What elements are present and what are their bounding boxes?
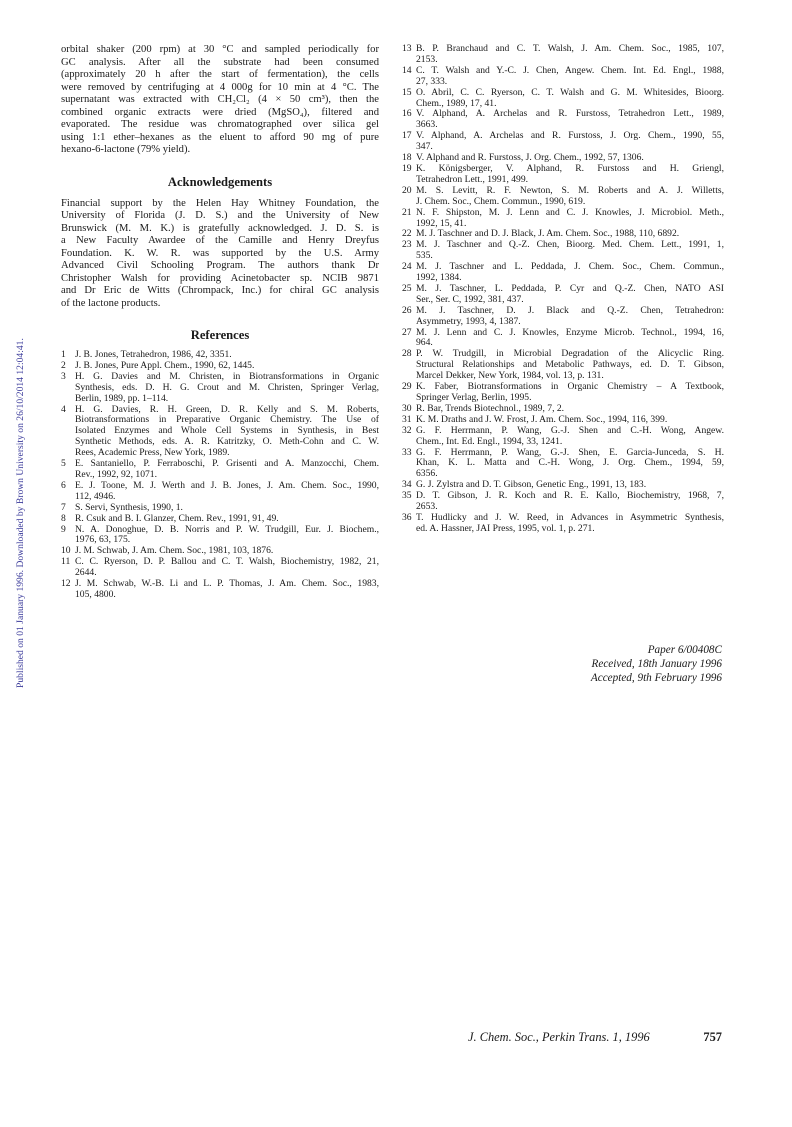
reference-text — [416, 186, 724, 208]
left-column — [61, 44, 379, 601]
reference-number: 35 — [402, 490, 412, 502]
reference-line: E. Santaniello, P. Ferraboschi, P. Grisenti and A. Manzocchi, Chem. — [75, 458, 379, 470]
reference-line: Springer Verlag, Berlin, 1995. — [416, 392, 532, 403]
reference-number: 5 — [61, 458, 66, 470]
text-line: and Dr Eric de Witts (Chrompack, Inc.) for chiral GC analysis — [61, 285, 379, 296]
reference-line: H. G. Davies, R. H. Green, D. R. Kelly and S. M. Roberts, — [75, 403, 379, 415]
reference-line: V. Alphand, A. Archelas and R. Furstoss, J. Org. Chem., 1990, 55, — [416, 130, 724, 142]
reference-line: Synthetic Methods, eds. A. R. Katritzky, O. Meth-Cohn and C. W. — [75, 436, 379, 448]
text-line: Advanced Civil Schooling Program. The authors thank Dr — [61, 260, 379, 271]
download-watermark-text: Published on 01 January 1996. Downloaded by Brown University on 26/10/2014 12:04:41. — [15, 338, 26, 688]
reference-line: G. F. Herrmann, P. Wang, G.-J. Shen, E. Garcia-Junceda, S. H. — [416, 446, 724, 458]
reference-text — [75, 372, 379, 405]
reference-text — [75, 579, 379, 601]
reference-number: 31 — [402, 413, 412, 425]
reference-item — [61, 557, 379, 579]
reference-text — [75, 514, 379, 525]
text-line: Foundation. K. W. R. was supported by the U.S. Army — [61, 247, 379, 259]
reference-item — [402, 426, 724, 448]
reference-line: 1992, 1384. — [416, 272, 462, 284]
text-line: (approximately 20 h after the start of fermentation), the cells — [61, 69, 379, 80]
reference-line: J. M. Schwab, J. Am. Chem. Soc., 1981, 103, 1876. — [75, 545, 274, 557]
reference-line: H. G. Davies and M. Christen, in Biotransformations in Organic — [75, 370, 379, 382]
reference-text — [75, 481, 379, 503]
reference-text — [416, 44, 724, 66]
reference-line: K. Faber, Biotransformations in Organic Chemistry – A Textbook, — [416, 381, 724, 393]
reference-text — [416, 349, 724, 382]
reference-line: 27, 333. — [416, 75, 448, 87]
experimental-paragraph — [61, 44, 379, 157]
reference-line: Marcel Dekker, New York, 1984, vol. 13, p. 131. — [416, 370, 604, 382]
reference-line: T. Hudlicky and J. W. Reed, in Advances in Asymmetric Synthesis, — [416, 511, 724, 523]
reference-line: M. J. Taschner and L. Peddada, J. Chem. Soc., Chem. Commun., — [416, 261, 724, 273]
reference-line: 112, 4946. — [75, 490, 116, 502]
reference-line: K. Königsberger, V. Alphand, R. Furstoss and H. Griengl, — [416, 162, 724, 174]
reference-number: 8 — [61, 512, 66, 524]
paper-info — [520, 643, 722, 685]
reference-text — [416, 109, 724, 131]
reference-line: R. Csuk and B. I. Glanzer, Chem. Rev., 1991, 91, 49. — [75, 512, 279, 524]
reference-item — [61, 459, 379, 481]
reference-line: 347. — [416, 141, 433, 153]
reference-line: J. M. Schwab, W.-B. Li and L. P. Thomas, J. Am. Chem. Soc., 1983, — [75, 578, 379, 590]
reference-item — [402, 491, 724, 513]
reference-line: 2153. — [416, 53, 438, 65]
reference-text — [75, 405, 379, 460]
reference-line: 1976, 63, 175. — [75, 534, 131, 546]
reference-line: J. B. Jones, Pure Appl. Chem., 1990, 62, 1445. — [75, 359, 255, 371]
reference-number: 22 — [402, 228, 412, 240]
reference-number: 3 — [61, 370, 66, 382]
reference-line: Synthesis, eds. D. H. G. Crout and M. Christen, Springer Verlag, — [75, 381, 379, 393]
reference-number: 4 — [61, 403, 66, 415]
reference-text — [416, 164, 724, 186]
reference-text — [75, 459, 379, 481]
reference-number: 10 — [61, 545, 71, 557]
reference-line: Isolated Enzymes and Whole Cell Systems in Synthesis, in Best — [75, 425, 379, 437]
reference-line: Rees, Academic Press, New York, 1989. — [75, 447, 230, 459]
reference-text — [416, 240, 724, 262]
reference-number: 17 — [402, 130, 412, 142]
reference-text — [416, 306, 724, 328]
reference-line: M. J. Taschner, L. Peddada, P. Cyr and Q.-Z. Chen, NATO ASI — [416, 282, 724, 294]
reference-number: 1 — [61, 349, 66, 360]
reference-text — [416, 88, 724, 110]
reference-line: Ser., Ser. C, 1992, 381, 437. — [416, 293, 524, 305]
reference-text — [75, 557, 379, 579]
reference-line: Biotransformations in Preparative Organic Chemistry. The Use of — [75, 414, 379, 426]
reference-line: C. C. Ryerson, D. P. Ballou and C. T. Walsh, Biochemistry, 1982, 21, — [75, 556, 379, 568]
reference-line: O. Abril, C. C. Ryerson, C. T. Walsh and G. M. Whitesides, Bioorg. — [416, 86, 724, 98]
references-list-right — [402, 44, 724, 535]
reference-line: ed. A. Hassner, JAI Press, 1995, vol. 1, p. 271. — [416, 522, 595, 534]
accepted-date: Accepted, 9th February 1996 — [590, 672, 722, 684]
reference-item — [402, 306, 724, 328]
reference-line: M. J. Taschner and Q.-Z. Chen, Bioorg. Med. Chem. Lett., 1991, 1, — [416, 239, 724, 251]
reference-text — [416, 382, 724, 404]
text-line: supernatant was extracted with CH₂Cl₂ (4 × 50 cm³), then the — [61, 94, 379, 105]
paper-number: Paper 6/00408C — [647, 644, 722, 656]
reference-line: J. B. Jones, Tetrahedron, 1986, 42, 3351. — [75, 349, 232, 360]
reference-text — [75, 503, 379, 514]
reference-item — [61, 372, 379, 405]
reference-line: Rev., 1992, 92, 1071. — [75, 468, 157, 480]
reference-item — [402, 208, 724, 230]
reference-number: 36 — [402, 511, 412, 523]
journal-citation: J. Chem. Soc., Perkin Trans. 1, 1996 — [468, 1030, 650, 1044]
reference-line: 964. — [416, 337, 433, 349]
acknowledgements-paragraph — [61, 198, 379, 311]
text-line: orbital shaker (200 rpm) at 30 °C and sampled periodically for — [61, 44, 379, 55]
reference-text — [416, 66, 724, 88]
reference-line: M. J. Taschner and D. J. Black, J. Am. Chem. Soc., 1988, 110, 6892. — [416, 228, 680, 240]
reference-line: V. Alphand, A. Archelas and R. Furstoss, Tetrahedron Lett., 1989, — [416, 108, 724, 120]
reference-item — [61, 579, 379, 601]
reference-item — [61, 481, 379, 503]
reference-number: 15 — [402, 86, 412, 98]
reference-item — [61, 503, 379, 514]
reference-line: 105, 4800. — [75, 588, 116, 600]
reference-number: 27 — [402, 326, 412, 338]
reference-number: 6 — [61, 479, 66, 491]
reference-line: Asymmetry, 1993, 4, 1387. — [416, 315, 521, 327]
reference-number: 18 — [402, 152, 412, 164]
reference-line: Berlin, 1989, pp. 1–114. — [75, 392, 169, 404]
reference-text — [416, 448, 724, 481]
reference-line: Chem., 1989, 17, 41. — [416, 97, 497, 109]
reference-line: N. F. Shipston, M. J. Lenn and C. J. Knowles, J. Microbiol. Meth., — [416, 206, 724, 218]
reference-line: N. A. Donoghue, D. B. Norris and P. W. Trudgill, Eur. J. Biochem., — [75, 523, 379, 535]
reference-line: K. M. Draths and J. W. Frost, J. Am. Chem. Soc., 1994, 116, 399. — [416, 413, 668, 425]
received-date: Received, 18th January 1996 — [591, 658, 722, 670]
text-line: Brunswick (M. M. K.) is gratefully acknowledged. J. D. S. is — [61, 222, 379, 234]
text-line: combined organic extracts were dried (MgSO₄), filtered and — [61, 106, 379, 118]
reference-line: 3663. — [416, 119, 438, 131]
reference-number: 11 — [61, 556, 71, 568]
text-line: Christopher Walsh for providing Acinetobacter sp. NCIB 9871 — [61, 272, 379, 284]
reference-line: Chem., Int. Ed. Engl., 1994, 33, 1241. — [416, 435, 563, 447]
reference-text — [416, 426, 724, 448]
reference-line: S. Servi, Synthesis, 1990, 1. — [75, 501, 183, 513]
text-line: of the lactone products. — [61, 297, 161, 309]
reference-text — [416, 491, 724, 513]
download-watermark — [1, 268, 26, 688]
reference-number: 19 — [402, 162, 412, 174]
reference-line: Structural Relationships and Metabolic Pathways, ed. D. T. Gibson, — [416, 359, 724, 371]
reference-text — [416, 208, 724, 230]
reference-line: M. J. Taschner, D. J. Black and Q.-Z. Chen, Tetrahedron: — [416, 304, 724, 316]
reference-line: V. Alphand and R. Furstoss, J. Org. Chem., 1992, 57, 1306. — [416, 152, 644, 164]
reference-item — [402, 240, 724, 262]
reference-line: C. T. Walsh and Y.-C. J. Chen, Angew. Chem. Int. Ed. Engl., 1988, — [416, 64, 724, 76]
reference-number: 28 — [402, 348, 412, 360]
reference-item — [61, 525, 379, 547]
reference-line: R. Bar, Trends Biotechnol., 1989, 7, 2. — [416, 402, 565, 414]
reference-item — [402, 382, 724, 404]
reference-line: P. W. Trudgill, in Microbial Degradation of the Alicyclic Ring. — [416, 348, 724, 360]
reference-item — [61, 405, 379, 460]
reference-text — [416, 328, 724, 350]
reference-line: 6356. — [416, 468, 438, 480]
reference-item — [402, 66, 724, 88]
reference-number: 26 — [402, 304, 412, 316]
reference-item — [402, 448, 724, 481]
reference-line: Tetrahedron Lett., 1991, 499. — [416, 173, 529, 185]
reference-item — [402, 109, 724, 131]
reference-number: 29 — [402, 381, 412, 393]
reference-number: 14 — [402, 64, 412, 76]
text-line: were removed by centrifuging at 4 000g for 10 min at 4 °C. The — [61, 81, 379, 93]
reference-line: M. J. Lenn and C. J. Knowles, Enzyme Microb. Technol., 1994, 16, — [416, 326, 724, 338]
text-line: a New Faculty Awardee of the Camille and Henry Dreyfus — [61, 235, 379, 246]
reference-line: M. S. Levitt, R. F. Newton, S. M. Roberts and A. J. Willetts, — [416, 184, 724, 196]
page-footer — [468, 1030, 722, 1045]
references-heading: References — [190, 328, 250, 342]
references-list-left — [61, 350, 379, 601]
reference-number: 21 — [402, 206, 412, 218]
reference-line: 2653. — [416, 501, 438, 513]
text-line: hexano-6-lactone (79% yield). — [61, 144, 191, 155]
reference-number: 34 — [402, 479, 412, 491]
reference-item — [402, 513, 724, 535]
reference-text — [75, 525, 379, 547]
reference-line: 535. — [416, 250, 433, 262]
reference-line: G. J. Zylstra and D. T. Gibson, Genetic Eng., 1991, 13, 183. — [416, 479, 647, 491]
reference-item — [402, 131, 724, 153]
reference-line: 2644. — [75, 567, 97, 579]
reference-item — [61, 514, 379, 525]
text-line: evaporated. The residue was chromatographed over silica gel — [61, 119, 379, 130]
reference-text — [416, 513, 724, 535]
reference-number: 12 — [61, 578, 71, 590]
page-number: 757 — [703, 1030, 722, 1044]
reference-number: 24 — [402, 261, 412, 273]
reference-line: 1992, 15, 41. — [416, 217, 467, 229]
reference-line: G. F. Herrmann, P. Wang, G.-J. Shen and C.-H. Wong, Angew. — [416, 424, 724, 436]
reference-line: D. T. Gibson, J. R. Koch and R. E. Kallo, Biochemistry, 1968, 7, — [416, 490, 724, 502]
reference-number: 30 — [402, 402, 412, 414]
reference-item — [402, 88, 724, 110]
reference-line: B. P. Branchaud and C. T. Walsh, J. Am. Chem. Soc., 1985, 107, — [416, 43, 724, 54]
text-line: Financial support by the Helen Hay Whitney Foundation, the — [61, 197, 379, 209]
right-column — [402, 44, 724, 535]
reference-item — [402, 262, 724, 284]
reference-number: 33 — [402, 446, 412, 458]
text-line: using 1:1 ether–hexanes as the eluent to afford 90 mg of pure — [61, 131, 379, 143]
reference-number: 32 — [402, 424, 412, 436]
reference-item — [402, 328, 724, 350]
reference-text — [416, 131, 724, 153]
reference-number: 2 — [61, 359, 66, 371]
reference-number: 7 — [61, 501, 66, 513]
reference-line: J. Chem. Soc., Chem. Commun., 1990, 619. — [416, 195, 586, 207]
reference-item — [402, 164, 724, 186]
reference-text — [416, 284, 724, 306]
reference-number: 23 — [402, 239, 412, 251]
reference-line: E. J. Toone, M. J. Werth and J. B. Jones, J. Am. Chem. Soc., 1990, — [75, 479, 379, 491]
reference-text — [416, 262, 724, 284]
text-line: University of Florida (J. D. S.) and the University of New — [61, 210, 379, 221]
text-line: GC analysis. After all the substrate had been consumed — [61, 56, 379, 68]
reference-number: 20 — [402, 184, 412, 196]
reference-number: 25 — [402, 282, 412, 294]
acknowledgements-heading: Acknowledgements — [167, 174, 273, 189]
reference-item — [402, 349, 724, 382]
reference-line: Khan, K. L. Matta and C.-H. Wong, J. Org. Chem., 1994, 59, — [416, 457, 724, 469]
reference-item — [402, 44, 724, 66]
reference-number: 9 — [61, 523, 66, 535]
reference-number: 16 — [402, 108, 412, 120]
reference-number: 13 — [402, 43, 412, 54]
reference-item — [402, 186, 724, 208]
reference-item — [402, 284, 724, 306]
